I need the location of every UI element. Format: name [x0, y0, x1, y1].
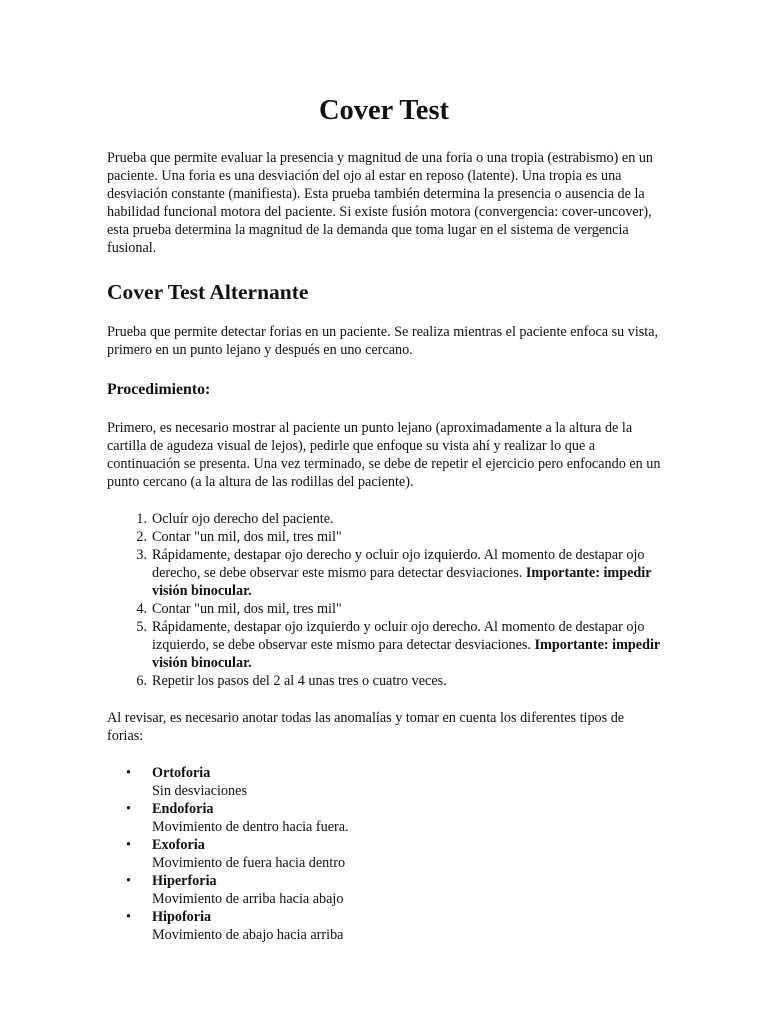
section-title: Cover Test Alternante: [107, 280, 309, 304]
review-paragraph: Al revisar, es necesario anotar todas las anomalías y tomar en cuenta los diferentes tipos de forias:: [107, 710, 625, 744]
foria-type-item: [126, 836, 661, 872]
step-important: Importante: impedir visión binocular.: [152, 637, 660, 671]
foria-description: Movimiento de fuera hacia dentro: [152, 855, 346, 871]
step-number: 3.: [136, 547, 147, 563]
step-number: 5.: [136, 619, 147, 635]
foria-description: Movimiento de abajo hacia arriba: [152, 927, 344, 943]
bullet-icon: •: [126, 873, 131, 889]
foria-description: Movimiento de arriba hacia abajo: [152, 891, 344, 907]
procedure-heading: Procedimiento:: [107, 381, 211, 398]
step-item: [136, 618, 661, 672]
steps-list: [107, 510, 661, 690]
step-text: Repetir los pasos del 2 al 4 unas tres o cuatro veces.: [152, 673, 447, 689]
procedure-paragraph: Primero, es necesario mostrar al paciente un punto lejano (aproximadamente a la altura de la cartilla de agudeza visual de lejos), pedirle que enfoque su vista ahí y realizar lo que a continuación se presenta. Una vez terminado, se debe de repetir el ejercicio pero enfocando en un punto cercano (a la altura de las rodillas del paciente).: [107, 420, 661, 490]
step-text: Contar "un mil, dos mil, tres mil": [152, 601, 342, 617]
page-title: Cover Test: [318, 95, 450, 126]
intro-paragraph: Prueba que permite evaluar la presencia y magnitud de una foria o una tropia (estrabismo) en un paciente. Una foria es una desviación del ojo al estar en reposo (latente). Una tropia es una desviación constante (manifiesta). Esta prueba también determina la presencia o ausencia de la habilidad funcional motora del paciente. Si existe fusión motora (convergencia: cover-uncover), esta prueba determina la magnitud de la demanda que toma lugar en el sistema de vergencia fusional.: [107, 150, 654, 256]
foria-type-item: [126, 872, 661, 908]
step-text: Rápidamente, destapar ojo derecho y ocluir ojo izquierdo. Al momento de destapar ojo derecho, se debe observar este mismo para detectar desviaciones.: [152, 547, 645, 581]
section-description: Prueba que permite detectar forias en un paciente. Se realiza mientras el paciente enfoca su vista, primero en un punto lejano y después en uno cercano.: [107, 324, 659, 358]
bullet-icon: •: [126, 801, 131, 817]
step-number: 1.: [136, 511, 147, 527]
step-item: [136, 546, 661, 600]
foria-types-list: [107, 764, 661, 944]
bullet-icon: •: [126, 765, 131, 781]
step-number: 2.: [136, 529, 147, 545]
foria-term: Endoforia: [152, 801, 214, 817]
foria-type-item: [126, 908, 661, 944]
foria-term: Exoforia: [152, 837, 205, 853]
foria-term: Hipoforia: [152, 909, 212, 925]
foria-type-item: [126, 800, 661, 836]
step-item: [136, 672, 661, 690]
step-text: Ocluír ojo derecho del paciente.: [152, 511, 334, 527]
bullet-icon: •: [126, 909, 131, 925]
step-number: 4.: [136, 601, 147, 617]
bullet-icon: •: [126, 837, 131, 853]
step-item: [136, 528, 661, 546]
step-important: Importante: impedir visión binocular.: [152, 565, 652, 599]
foria-term: Hiperforia: [152, 873, 217, 889]
step-text: Rápidamente, destapar ojo izquierdo y ocluir ojo derecho. Al momento de destapar ojo izquierdo, se debe observar este mismo para detectar desviaciones.: [152, 619, 645, 653]
foria-type-item: [126, 764, 661, 800]
step-text: Contar "un mil, dos mil, tres mil": [152, 529, 342, 545]
step-item: [136, 510, 661, 528]
step-number: 6.: [136, 673, 147, 689]
step-item: [136, 600, 661, 618]
foria-term: Ortoforia: [152, 765, 211, 781]
foria-description: Movimiento de dentro hacia fuera.: [152, 819, 349, 835]
foria-description: Sin desviaciones: [152, 783, 247, 799]
